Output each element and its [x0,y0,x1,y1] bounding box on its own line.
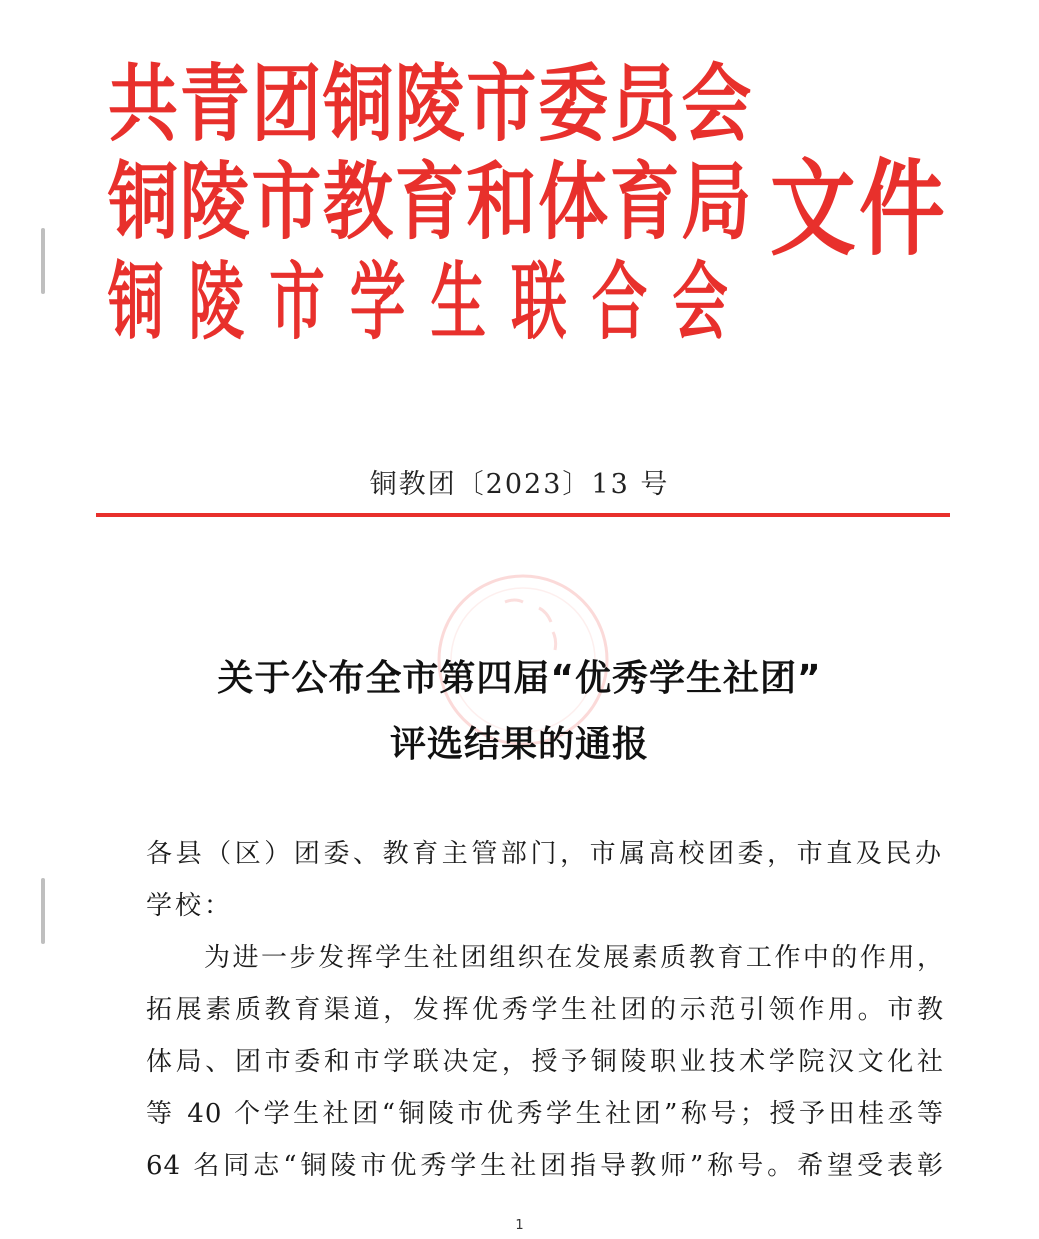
body-line-5: 64 名同志“铜陵市优秀学生社团指导教师”称号。希望受表彰 [146,1151,944,1181]
binding-mark-top [41,228,45,294]
issuer-youth-league: 共青团铜陵市委员会 [108,55,754,153]
red-divider-line [96,513,950,517]
salutation-line-1: 各县（区）团委、教育主管部门，市属高校团委，市直及民办 [146,839,944,869]
body-line-4: 等 40 个学生社团“铜陵市优秀学生社团”称号；授予田桂丞等 [146,1099,944,1129]
notice-title-line-1: 关于公布全市第四届“优秀学生社团” [217,658,822,699]
document-number: 铜教团〔2023〕13 号 [369,469,670,500]
notice-title-line-2: 评选结果的通报 [389,724,649,765]
body-line-3: 体局、团市委和市学联决定，授予铜陵职业技术学院汉文化社 [146,1047,944,1077]
red-letterhead [108,55,949,358]
document-word: 文件 [770,148,949,270]
issuer-student-union: 铜陵市学生联合会 [108,253,754,351]
page-number: 1 [515,1218,524,1233]
body-line-1: 为进一步发挥学生社团组织在发展素质教育工作中的作用， [204,943,944,973]
binding-mark-bottom [41,878,45,944]
body-line-2: 拓展素质教育渠道，发挥优秀学生社团的示范引领作用。市教 [146,995,944,1025]
issuer-education-bureau: 铜陵市教育和体育局 [108,153,754,251]
salutation-line-2: 学校： [146,891,234,921]
